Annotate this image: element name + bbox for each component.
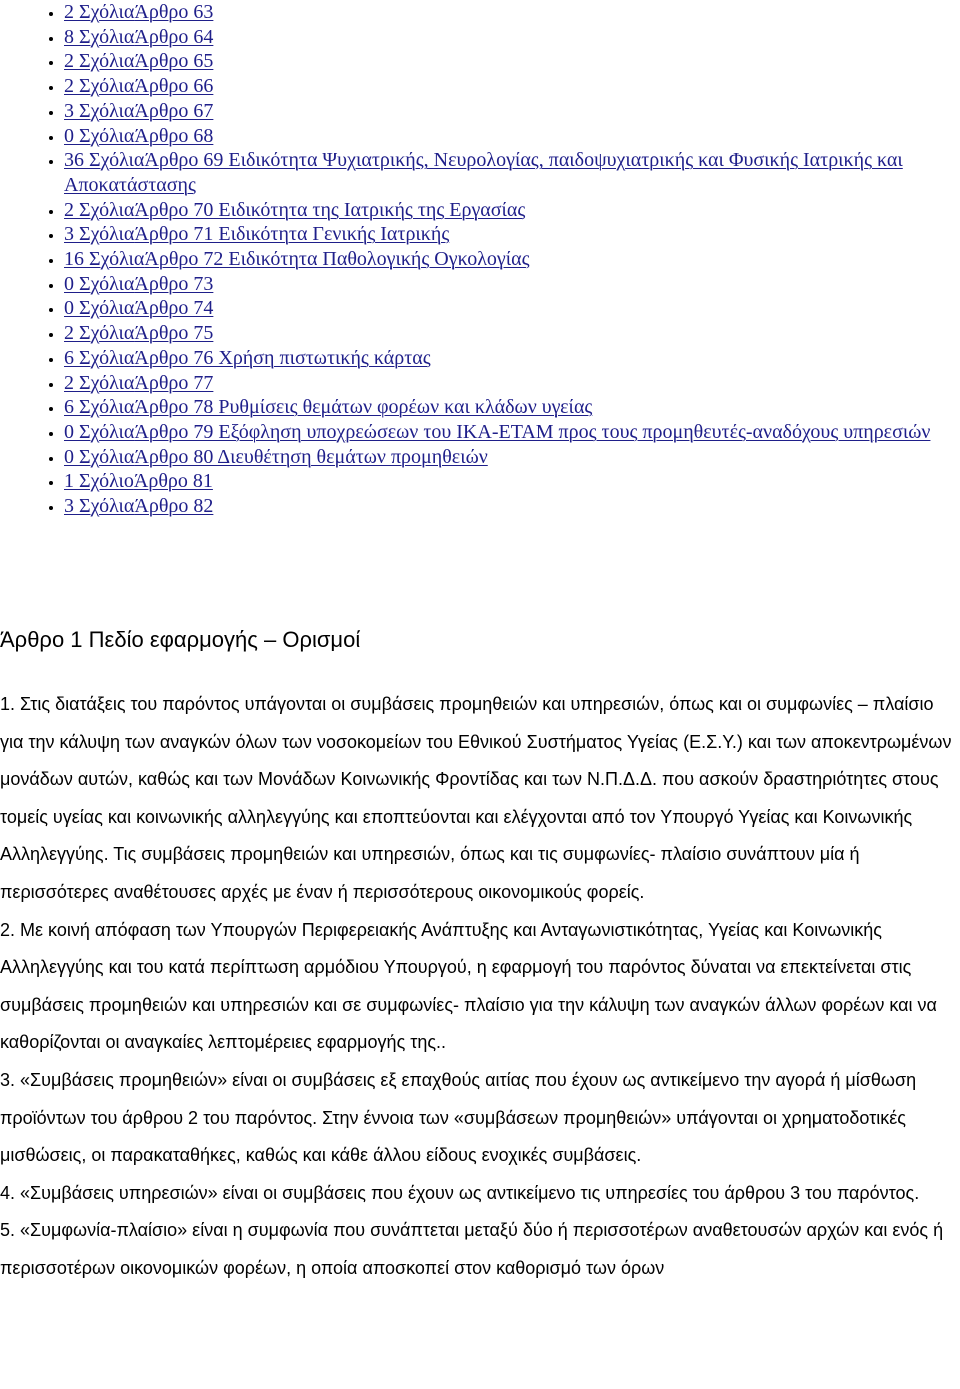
comment-link[interactable]: 2 ΣχόλιαΆρθρο 63 xyxy=(64,1,214,23)
comment-link[interactable]: 2 ΣχόλιαΆρθρο 70 Ειδικότητα της Ιατρικής της Εργασίας xyxy=(64,198,526,221)
comment-link[interactable]: 0 ΣχόλιαΆρθρο 74 xyxy=(64,297,214,320)
list-item xyxy=(64,272,934,297)
comment-link[interactable]: 36 ΣχόλιαΆρθρο 69 Ειδικότητα Ψυχιατρικής, Νευρολογίας, παιδοψυχιατρικής και Φυσικής Ιατρικής και Αποκατάστασης xyxy=(64,149,903,196)
comment-link[interactable]: 3 ΣχόλιαΆρθρο 82 xyxy=(64,495,214,518)
comment-link[interactable]: 16 ΣχόλιαΆρθρο 72 Ειδικότητα Παθολογικής Ογκολογίας xyxy=(64,248,530,271)
comment-link[interactable]: 0 ΣχόλιαΆρθρο 79 Εξόφληση υποχρεώσεων του ΙΚΑ-ΕΤΑΜ προς τους προμηθευτές-αναδόχους υπηρεσιών xyxy=(64,420,931,443)
article-body xyxy=(0,686,956,1288)
comment-link[interactable]: 3 ΣχόλιαΆρθρο 67 xyxy=(64,99,214,122)
comment-link[interactable]: 0 ΣχόλιαΆρθρο 73 xyxy=(64,272,214,295)
comment-link-list xyxy=(0,0,934,519)
list-item xyxy=(64,445,934,470)
list-item xyxy=(64,420,934,445)
list-item xyxy=(64,124,934,149)
list-item xyxy=(64,346,934,371)
list-item xyxy=(64,469,934,494)
comment-link[interactable]: 1 ΣχόλιοΆρθρο 81 xyxy=(64,470,213,493)
list-item xyxy=(64,494,934,519)
list-item xyxy=(64,25,934,50)
list-item xyxy=(64,198,934,223)
list-item xyxy=(64,99,934,124)
comment-link[interactable]: 3 ΣχόλιαΆρθρο 71 Ειδικότητα Γενικής Ιατρικής xyxy=(64,223,450,246)
article-paragraph-1: 1. Στις διατάξεις του παρόντος υπάγονται οι συμβάσεις προμηθειών και υπηρεσιών, όπως και οι συμφωνίες – πλαίσιο για την κάλυψη των αναγκών όλων των νοσοκομείων του Εθνικού Συστήματος Υγείας (Ε.Σ.Υ.) και των αποκεντρωμένων μονάδων αυτών, καθώς και των Μονάδων Κοινωνικής Φροντίδας και των Ν.Π.Δ.Δ. που ασκούν δραστηριότητες στους τομείς υγείας και κοινωνικής αλληλεγγύης και εποπτεύονται και ελέγχονται από τον Υπουργό Υγείας και Κοινωνικής Αλληλεγγύης. Τις συμβάσεις προμηθειών και υπηρεσιών, όπως και τις συμφωνίες- πλαίσιο συνάπτουν μία ή περισσότερες αναθέτουσες αρχές με έναν ή περισσότερους οικονομικούς φορείς. xyxy=(0,694,952,902)
article-paragraph-5: 5. «Συμφωνία-πλαίσιο» είναι η συμφωνία που συνάπτεται μεταξύ δύο ή περισσοτέρων αναθετουσών αρχών και ενός ή περισσοτέρων οικονομικών φορέων, η οποία αποσκοπεί στον καθορισμό των όρων xyxy=(0,1220,944,1278)
article-paragraph-2: 2. Με κοινή απόφαση των Υπουργών Περιφερειακής Ανάπτυξης και Ανταγωνιστικότητας, Υγείας και Κοινωνικής Αλληλεγγύης και του κατά περίπτωση αρμόδιου Υπουργού, η εφαρμογή του παρόντος δύναται να επεκτείνεται στις συμβάσεις προμηθειών και υπηρεσιών και σε συμφωνίες- πλαίσιο για την κάλυψη των αναγκών άλλων φορέων και να καθορίζονται οι αναγκαίες λεπτομέρειες εφαρμογής της.. xyxy=(0,919,937,1053)
comment-link[interactable]: 6 ΣχόλιαΆρθρο 78 Ρυθμίσεις θεμάτων φορέων και κλάδων υγείας xyxy=(64,396,593,419)
comment-link[interactable]: 6 ΣχόλιαΆρθρο 76 Χρήση πιστωτικής κάρτας xyxy=(64,346,431,369)
comment-link[interactable]: 0 ΣχόλιαΆρθρο 80 Διευθέτηση θεμάτων προμηθειών xyxy=(64,445,488,468)
comment-link[interactable]: 2 ΣχόλιαΆρθρο 65 xyxy=(64,50,214,73)
comment-link[interactable]: 2 ΣχόλιαΆρθρο 75 xyxy=(64,322,214,345)
list-item xyxy=(64,222,934,247)
list-item xyxy=(64,0,934,25)
list-item xyxy=(64,74,934,99)
list-item xyxy=(64,371,934,396)
comment-link[interactable]: 0 ΣχόλιαΆρθρο 68 xyxy=(64,124,214,147)
article-heading: Άρθρο 1 Πεδίο εφαρμογής – Ορισμοί xyxy=(0,627,361,652)
list-item xyxy=(64,321,934,346)
list-item xyxy=(64,395,934,420)
article-paragraph-3: 3. «Συμβάσεις προμηθειών» είναι οι συμβάσεις εξ επαχθούς αιτίας που έχουν ως αντικείμενο την αγορά ή μίσθωση προϊόντων του άρθρου 2 του παρόντος. Στην έννοια των «συμβάσεων προμηθειών» υπάγονται οι χρηματοδοτικές μισθώσεις, οι παρακαταθήκες, καθώς και κάθε άλλου είδους ενοχικές συμβάσεις. xyxy=(0,1069,917,1166)
comment-link[interactable]: 8 ΣχόλιαΆρθρο 64 xyxy=(64,25,214,48)
article-paragraph-4: 4. «Συμβάσεις υπηρεσιών» είναι οι συμβάσεις που έχουν ως αντικείμενο τις υπηρεσίες του άρθρου 3 του παρόντος. xyxy=(0,1182,920,1203)
list-item xyxy=(64,296,934,321)
list-item xyxy=(64,49,934,74)
comment-link[interactable]: 2 ΣχόλιαΆρθρο 66 xyxy=(64,75,214,98)
comment-link[interactable]: 2 ΣχόλιαΆρθρο 77 xyxy=(64,371,214,394)
list-item xyxy=(64,148,934,197)
list-item xyxy=(64,247,934,272)
